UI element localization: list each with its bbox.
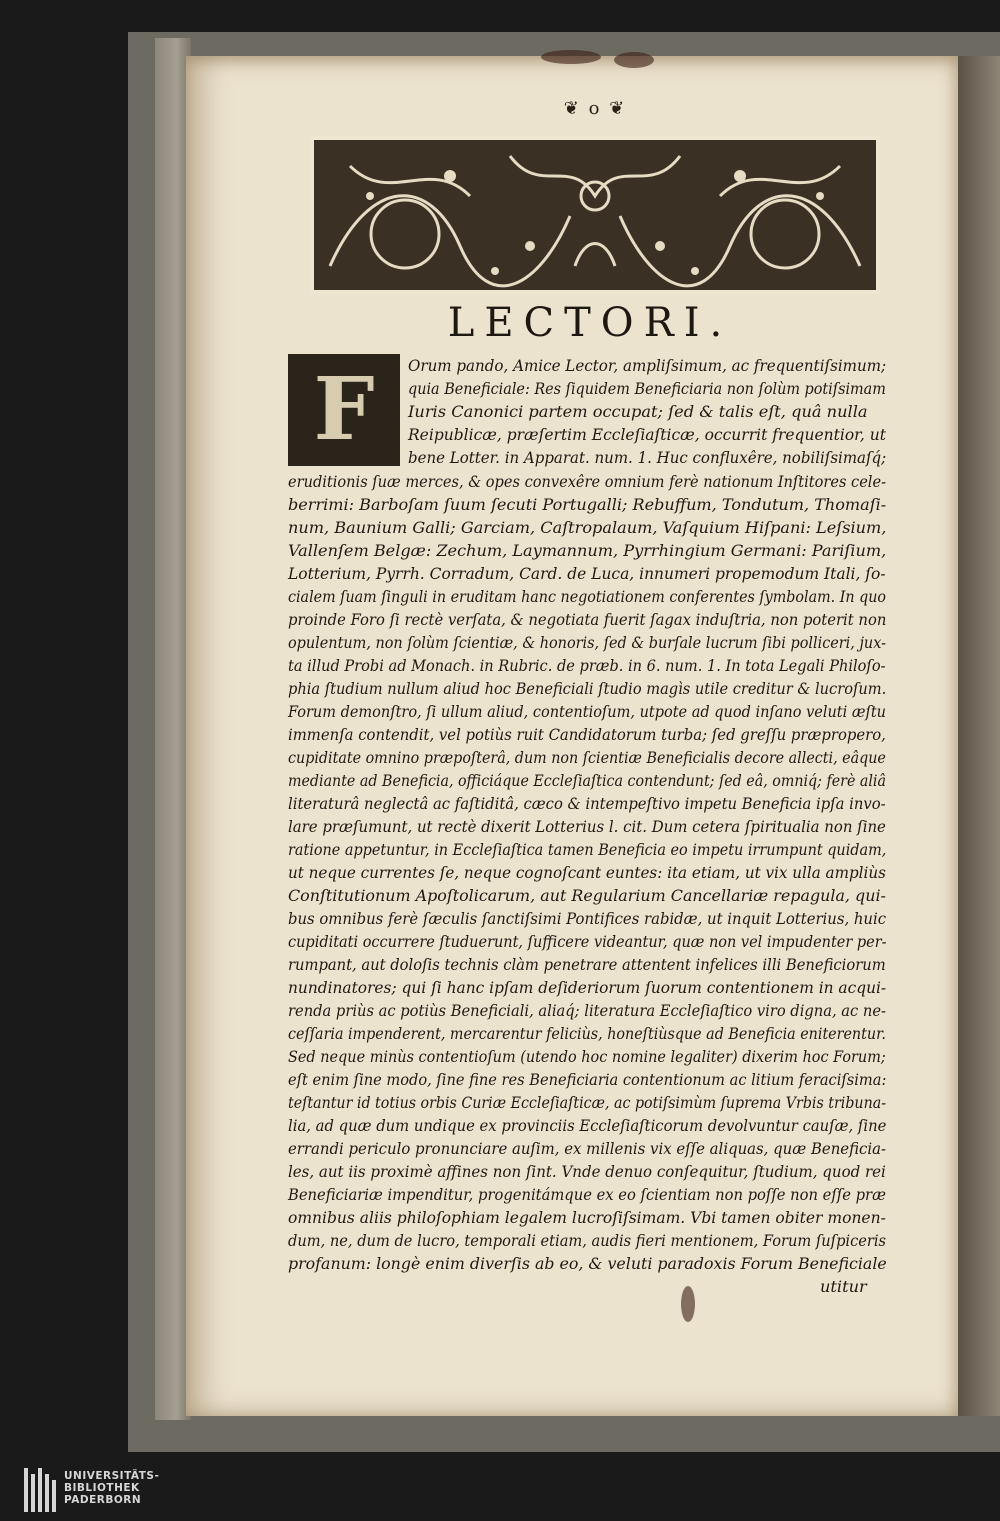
text-line: Sed neque minùs contentioſum (utendo hoc nomine legaliter) dixerim hoc Forum;	[288, 1047, 886, 1066]
ink-stain	[614, 52, 654, 68]
library-line: UNIVERSITÄTS-	[64, 1470, 160, 1482]
text-line: Forum demonſtro, ſi ullum aliud, contentioſum, utpote ad quod inſano veluti æſtu	[288, 702, 886, 721]
text-line: teſtantur id totius orbis Curiæ Eccleſiaſticæ, ac potiſsimùm ſuprema Vrbis tribuna-	[288, 1093, 887, 1112]
text-line: berrimi: Barboſam ſuum ſecuti Portugalli; Rebuffum, Tondutum, Thomaſi-	[288, 495, 887, 514]
initial-letter: F	[313, 359, 375, 460]
text-line: lare præſumunt, ut rectè dixerit Lotterius l. cit. Dum cetera ſpiritualia non ſine	[288, 817, 886, 836]
text-line: opulentum, non ſolùm ſcientiæ, & honoris, ſed & burſale lucrum ſibi polliceri, jux-	[288, 633, 886, 652]
text-line: rumpant, aut doloſis technis clàm penetrare attentent infelices illi Beneficiorum	[288, 955, 886, 974]
text-line: errandi periculo pronunciare auſim, ex millenis vix eſſe aliquas, quæ Beneficia-	[288, 1139, 886, 1158]
text-line: immenſa contendit, vel potiùs ruit Candidatorum turba; ſed greſſu præpropero,	[288, 725, 886, 744]
text-line: les, aut iis proximè affines non ſint. Vnde denuo conſequitur, ſtudium, quod rei	[288, 1162, 886, 1181]
text-line: eruditionis ſuæ merces, & opes convexêre omnium ferè nationum Inſtitores cele-	[288, 472, 887, 491]
text-line: lia, ad quæ dum undique ex provinciis Eccleſiaſticorum devolvuntur cauſæ, ſine	[288, 1116, 887, 1135]
text-line: eſt enim ſine modo, ſine fine res Beneficiaria contentionum ac litium feraciſsima:	[288, 1070, 887, 1089]
library-line: PADERBORN	[64, 1494, 142, 1506]
text-line: Reipublicæ, præſertim Eccleſiaſticæ, occurrit frequentior, ut	[408, 425, 886, 444]
decorated-initial	[288, 354, 400, 466]
text-line: quia Beneficiale: Res ſiquidem Beneficiaria non ſolùm potiſsimam	[408, 379, 886, 398]
text-line: profanum: longè enim diverſis ab eo, & veluti paradoxis Forum Beneficiale	[288, 1254, 887, 1273]
ink-stain	[681, 1286, 695, 1322]
text-line: nundinatores; qui ſi hanc ipſam deſideriorum ſuorum contentionem in acqui-	[288, 978, 887, 997]
ink-stain	[541, 50, 601, 64]
text-line: Vallenſem Belgæ: Zechum, Laymannum, Pyrrhingium Germani: Pariſium,	[288, 541, 887, 560]
section-title: LECTORI.	[447, 300, 733, 346]
text-line: omnibus aliis philoſophiam legalem lucroſiſsimam. Vbi tamen obiter monen-	[288, 1208, 886, 1227]
library-logo-icon	[24, 1468, 58, 1512]
text-line: ut neque currentes ſe, neque cognoſcant euntes: ita etiam, ut vix ulla ampliùs	[288, 863, 886, 882]
text-line: Orum pando, Amice Lector, ampliſsimum, ac frequentiſsimum;	[408, 356, 887, 375]
text-line: cupiditati occurrere ſtuduerunt, ſufficere videantur, quæ non vel impudenter per-	[288, 932, 887, 951]
text-line: Conſtitutionum Apoſtolicarum, aut Regularium Cancellariæ repagula, qui-	[288, 886, 886, 905]
text-line: proinde Foro ſi rectè verſata, & negotiata fuerit ſagax induſtria, non poterit non	[288, 610, 887, 629]
text-line: Beneficiariæ impenditur, progenitámque ex eo ſcientiam non poſſe non eſſe præ	[288, 1185, 886, 1204]
text-line: dum, ne, dum de lucro, temporali etiam, audis fieri mentionem, Forum ſuſpiceris	[288, 1231, 887, 1250]
ornamental-headpiece	[310, 136, 880, 294]
text-line: ratione appetuntur, in Eccleſiaſtica tamen Beneficia eo impetu irrumpunt quidam,	[288, 840, 887, 859]
text-line: phia ſtudium nullum aliud hoc Beneficiali ſtudio magìs utile creditur & lucroſum.	[288, 679, 887, 698]
text-line: cupiditate omnino præpoſterâ, dum non ſcientiæ Beneficialis decore allecti, eâque	[288, 748, 886, 767]
text-line: Lotterium, Pyrrh. Corradum, Card. de Luca, innumeri propemodum Itali, ſo-	[288, 564, 886, 583]
text-line: ceſſaria impenderent, mercarentur feliciùs, honeſtiùsque ad Beneficia eniterentur.	[288, 1024, 886, 1043]
text-line: ta illud Probi ad Monach. in Rubric. de præb. in 6. num. 1. In tota Legali Philoſo-	[288, 656, 886, 675]
text-line: num, Baunium Galli; Garciam, Caſtropalaum, Vaſquium Hiſpani: Leſsium,	[288, 518, 887, 537]
text-line: mediante ad Beneficia, officiáque Eccleſiaſtica contendunt; ſed eâ, omniq́; ferè aliâ	[288, 771, 886, 790]
text-line: renda priùs ac potiùs Beneficiali, aliaq́; literatura Eccleſiaſtico viro digna, ac ne-	[288, 1001, 886, 1020]
facing-page-edge	[958, 56, 1000, 1416]
page-marker: ❦ o ❦	[563, 98, 627, 119]
library-name	[64, 1470, 159, 1506]
text-line: literaturâ neglectâ ac faſtiditâ, cæco & intempeſtivo impetu Beneficia ipſa invo-	[288, 794, 886, 813]
text-line: Iuris Canonici partem occupat; ſed & talis eſt, quâ nulla	[408, 402, 868, 421]
library-line: BIBLIOTHEK	[64, 1482, 140, 1494]
catchword: utitur	[820, 1277, 867, 1296]
text-line: bene Lotter. in Apparat. num. 1. Huc confluxêre, nobiliſsimaſq́;	[408, 448, 887, 467]
text-line: bus omnibus ferè ſæculis ſanctiſsimi Pontifices rabidæ, ut inquit Lotterius, huic	[288, 909, 887, 928]
text-line: cialem ſuam ſinguli in eruditam hanc negotiationem conferentes ſymbolam. In quo	[288, 587, 887, 606]
